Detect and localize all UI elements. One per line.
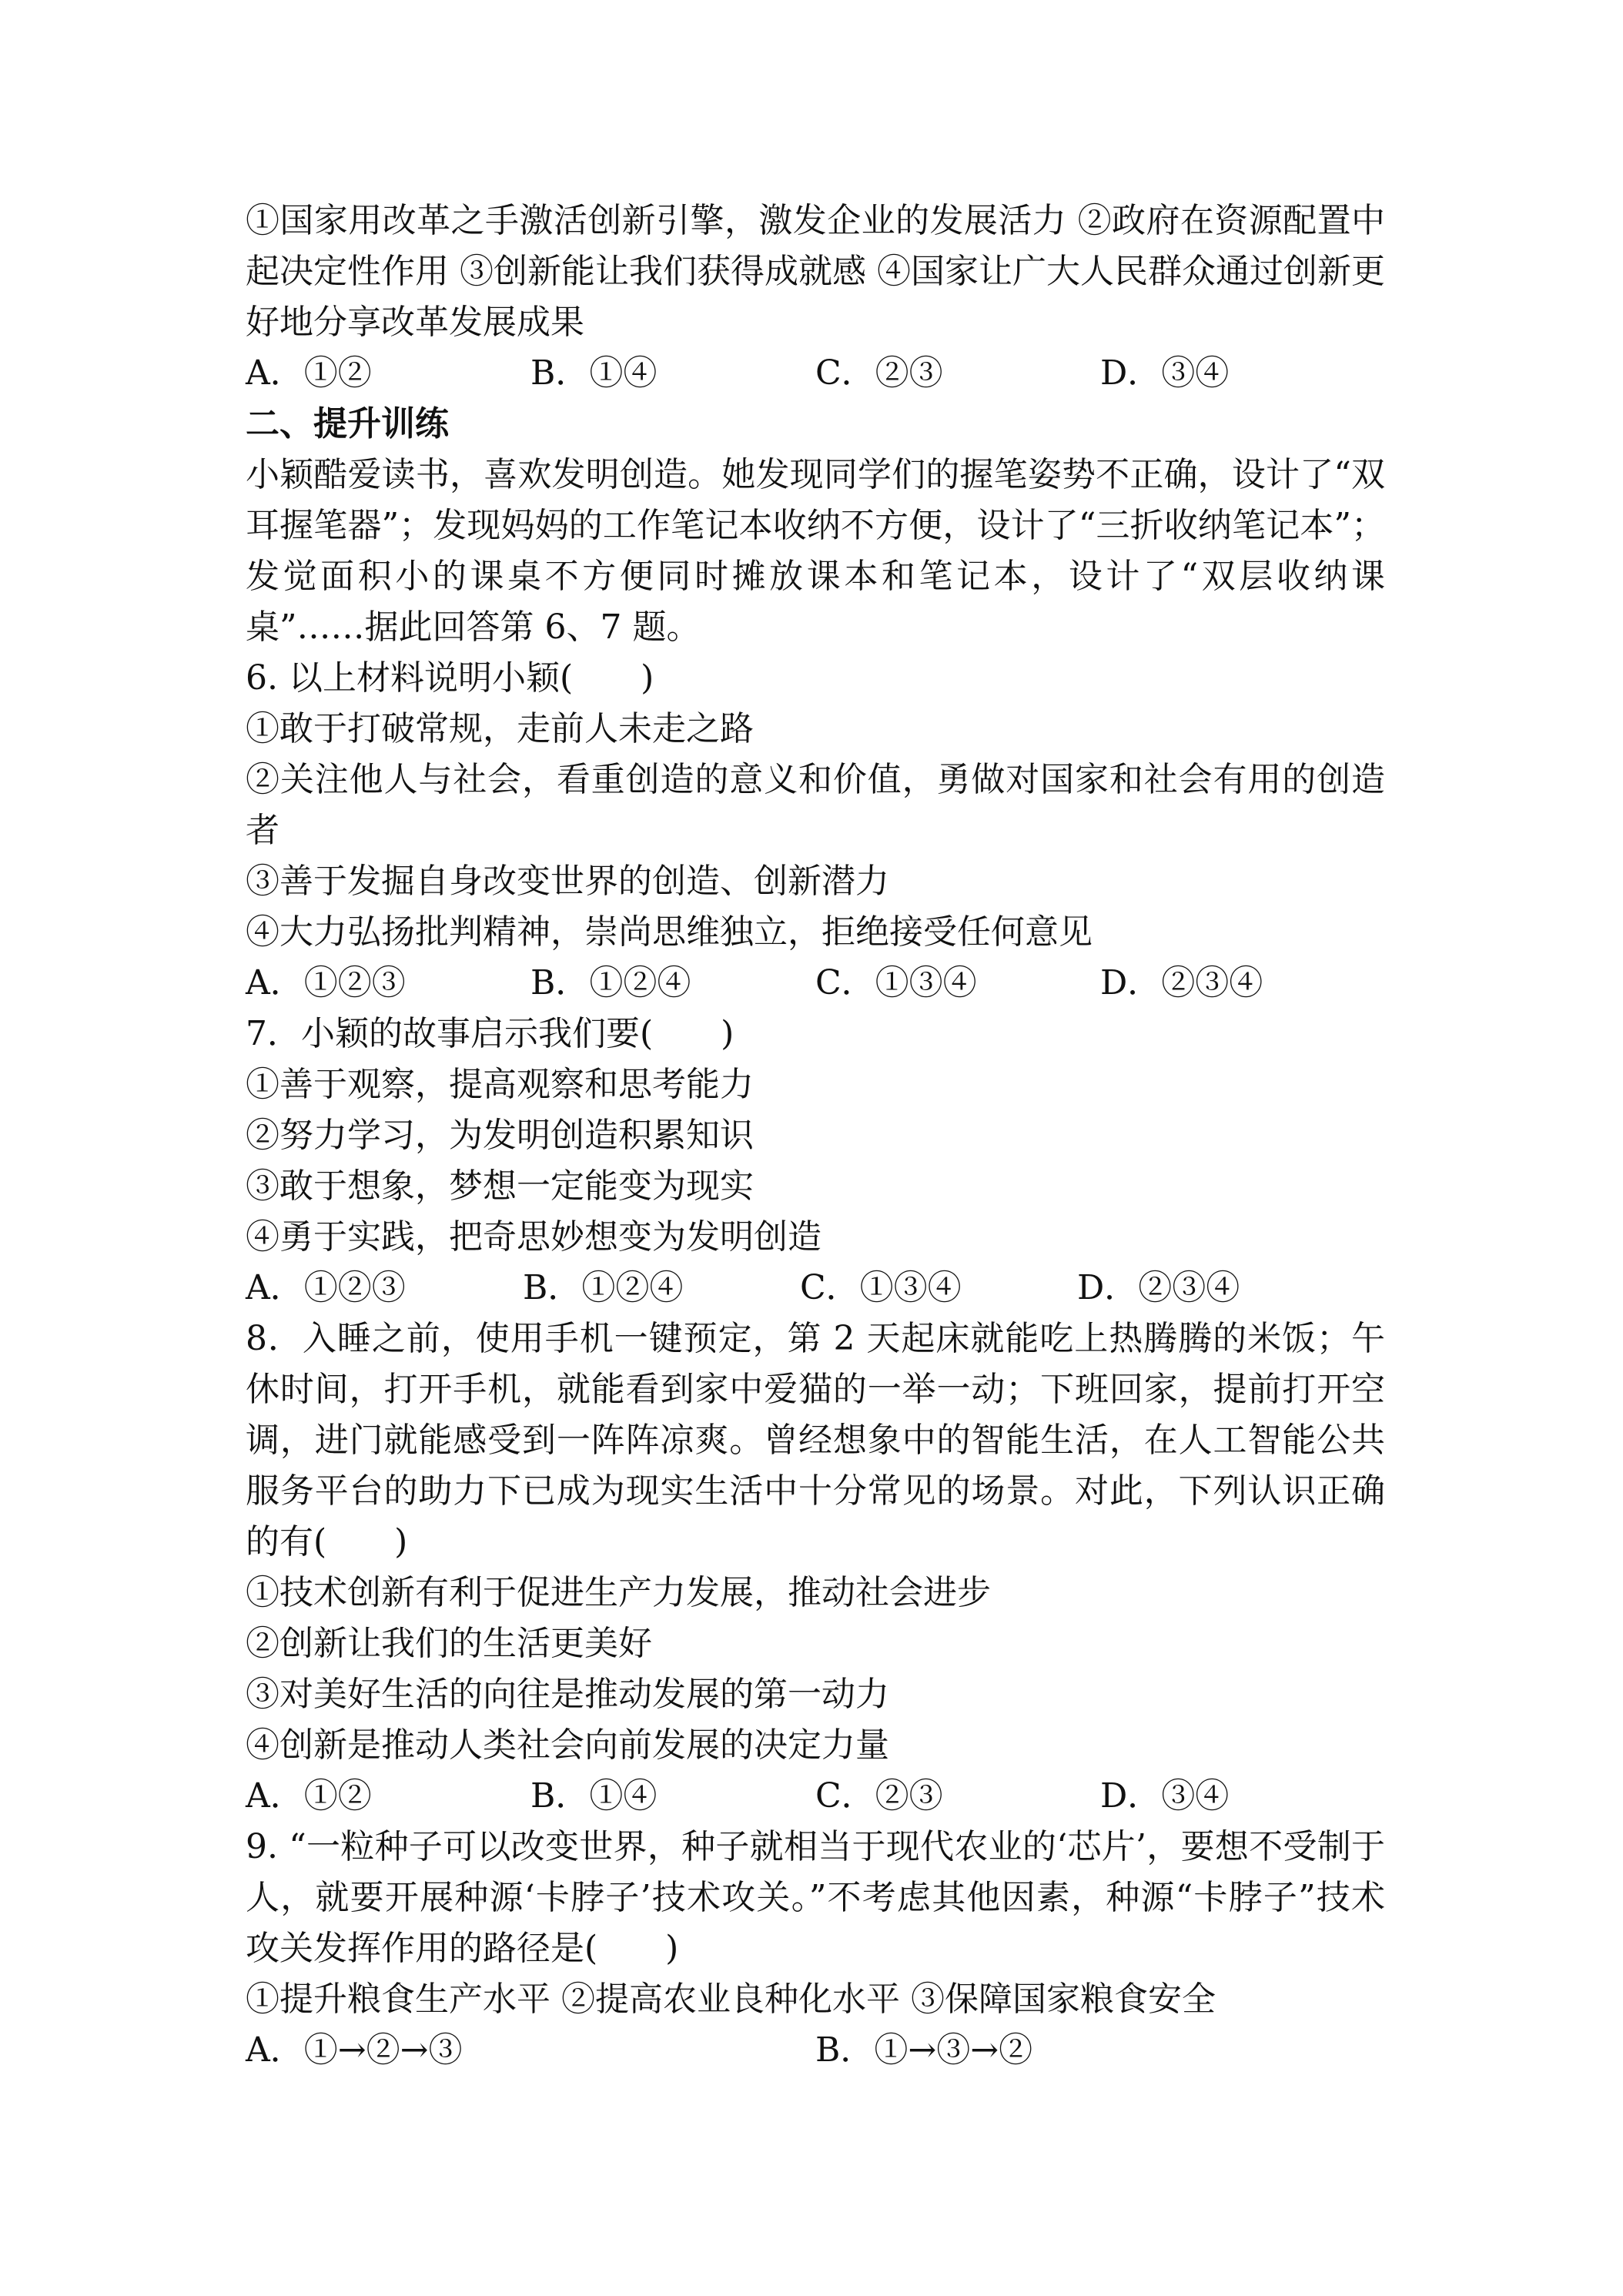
q9-options <box>246 2025 1385 2076</box>
section-heading: 二、提升训练 <box>246 404 449 443</box>
q5-option-d[interactable]: D．③④ <box>1100 353 1230 393</box>
q6-item-4: ④大力弘扬批判精神，崇尚思维独立，拒绝接受任何意见 <box>246 912 1093 952</box>
q6-options <box>246 958 1385 1009</box>
q6-stem: 6. 以上材料说明小颖( ) <box>246 658 654 698</box>
q7-item-4: ④勇于实践，把奇思妙想变为发明创造 <box>246 1217 822 1257</box>
exam-page <box>246 196 1385 2076</box>
section-material: 小颖酷爱读书，喜欢发明创造。她发现同学们的握笔姿势不正确，设计了“双耳握笔器”；发现妈妈的工作笔记本收纳不方便，设计了“三折收纳笔记本”；发觉面积小的课桌不方便同时摊放课本和笔记本，设计了“双层收纳课桌”……据此回答第 6、7 题。 <box>246 455 1385 647</box>
q8-option-d[interactable]: D．③④ <box>1100 1776 1230 1816</box>
q5-option-a[interactable]: A．①② <box>246 353 372 393</box>
q8-item-4: ④创新是推动人类社会向前发展的决定力量 <box>246 1725 889 1765</box>
q8-item-1: ①技术创新有利于促进生产力发展，推动社会进步 <box>246 1573 991 1612</box>
q7-item-3: ③敢于想象，梦想一定能变为现实 <box>246 1166 754 1206</box>
q9-statements: ①提升粮食生产水平 ②提高农业良种化水平 ③保障国家粮食安全 <box>246 1980 1216 2019</box>
q7-options <box>246 1263 1385 1314</box>
q8-option-a[interactable]: A．①② <box>246 1776 372 1816</box>
q9-option-a[interactable]: A．①→②→③ <box>246 2030 463 2070</box>
q5-statements: ①国家用改革之手激活创新引擎，激发企业的发展活力 ②政府在资源配置中起决定性作用 ③创新能让我们获得成就感 ④国家让广大人民群众通过创新更好地分享改革发展成果 <box>246 201 1385 342</box>
q9-stem: 9. “一粒种子可以改变世界，种子就相当于现代农业的‘芯片’，要想不受制于人，就要开展种源‘卡脖子’技术攻关。”不考虑其他因素，种源“卡脖子”技术攻关发挥作用的路径是( ) <box>246 1827 1385 1968</box>
q5-option-b[interactable]: B．①④ <box>530 353 658 393</box>
q6-item-1: ①敢于打破常规，走前人未走之路 <box>246 709 754 748</box>
q7-stem: 7．小颖的故事启示我们要( ) <box>246 1014 735 1053</box>
q5-option-c[interactable]: C．②③ <box>815 353 943 393</box>
q8-option-c[interactable]: C．②③ <box>815 1776 943 1816</box>
q7-option-a[interactable]: A．①②③ <box>246 1268 406 1307</box>
q5-options <box>246 348 1385 399</box>
q6-item-2: ②关注他人与社会，看重创造的意义和价值，勇做对国家和社会有用的创造者 <box>246 760 1385 850</box>
q6-option-a[interactable]: A．①②③ <box>246 963 406 1002</box>
q7-item-2: ②努力学习，为发明创造积累知识 <box>246 1116 754 1155</box>
q6-option-c[interactable]: C．①③④ <box>815 963 977 1002</box>
q6-option-b[interactable]: B．①②④ <box>530 963 691 1002</box>
q8-item-2: ②创新让我们的生活更美好 <box>246 1624 652 1663</box>
q8-option-b[interactable]: B．①④ <box>530 1776 658 1816</box>
q8-item-3: ③对美好生活的向往是推动发展的第一动力 <box>246 1675 889 1714</box>
q6-item-3: ③善于发掘自身改变世界的创造、创新潜力 <box>246 862 889 901</box>
q7-option-b[interactable]: B．①②④ <box>523 1268 684 1307</box>
q7-option-c[interactable]: C．①③④ <box>800 1268 962 1307</box>
q6-option-d[interactable]: D．②③④ <box>1100 963 1263 1002</box>
q7-option-d[interactable]: D．②③④ <box>1077 1268 1240 1307</box>
q8-stem: 8．入睡之前，使用手机一键预定，第 2 天起床就能吃上热腾腾的米饭；午休时间，打开手机，就能看到家中爱猫的一举一动；下班回家，提前打开空调，进门就能感受到一阵阵凉爽。曾经想象中的智能生活，在人工智能公共服务平台的助力下已成为现实生活中十分常见的场景。对此，下列认识正确的有( ) <box>246 1319 1385 1561</box>
q7-item-1: ①善于观察，提高观察和思考能力 <box>246 1065 754 1104</box>
q8-options <box>246 1771 1385 1822</box>
q9-option-b[interactable]: B．①→③→② <box>815 2030 1033 2070</box>
